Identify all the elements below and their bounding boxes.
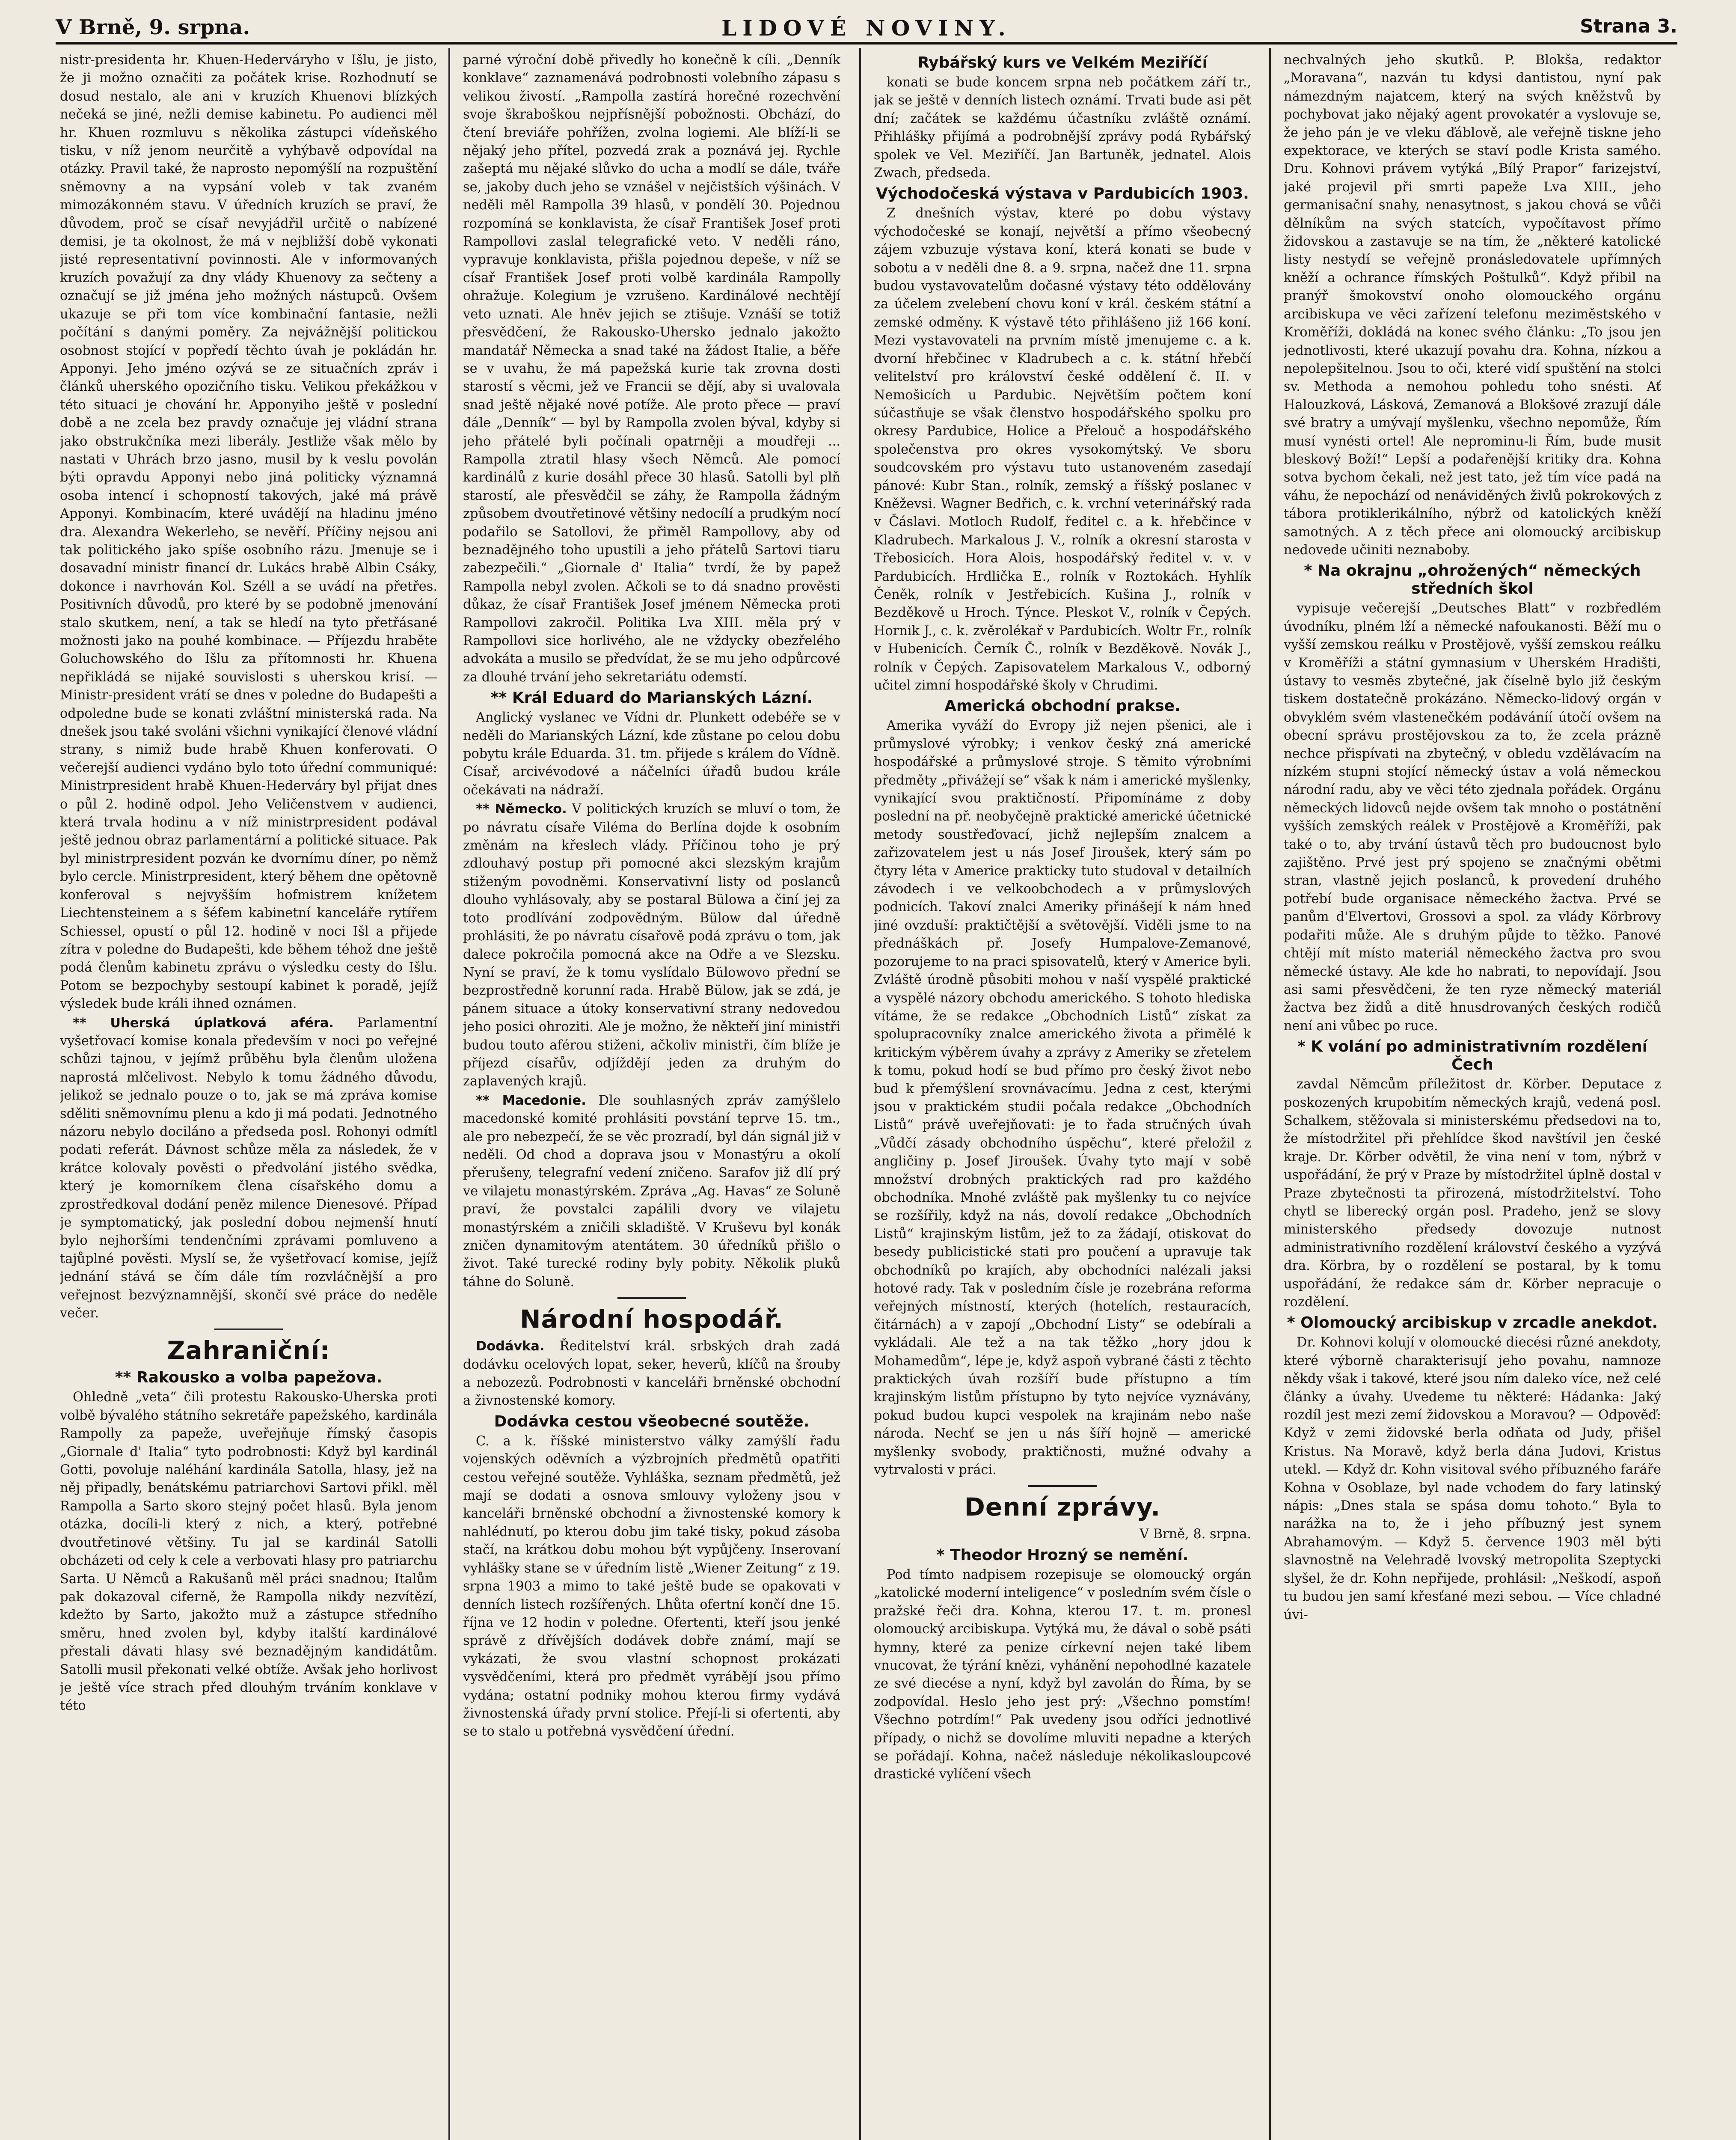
article-heading: Rybářský kurs ve Velkém Meziříčí	[917, 54, 1208, 71]
article-uherska-aféra	[60, 1014, 437, 1323]
article-heading: Dodávka cestou všeobecné soutěže.	[494, 1412, 810, 1430]
page-number: Strana 3.	[1580, 15, 1677, 37]
article-text: Ohledně „veta“ čili protestu Rakousko-Uherska proti volbě bývalého státního sekretáře papežského, kardinála Rampolly za papeže, uveřejňuje římský časopis „Giornale d' Italia“ tyto podrobnosti: Když byl kardinál Gotti, povoluje naléhání kardinála Satolla, hlasy, jež na něj připadly, benátskému patriarchovi Sartovi přikl. měl Rampolla a Sarto skoro stejný počet hlasů. Byla jenom otázka, docíli-li který z nich, a který, potřebné dvoutřetinové většiny. Tu jal se kardinál Satolli obcházeti od cely k cele a verbovati hlasy pro patriarchu Sarta. U Němců a Rakušanů měl práci snadnou; Italům pak dokazoval ciferně, že Rampolla nikdy nezvítězí, kdežto by Sarto, jakožto muž a zástupce středního směru, hned zvolen byl, kdyby italští kardinálové přestali dávati hlasy své beznadějným kandidátům. Satolli musil překonati velké obtíže. Avšak jeho horlivost je ještě více strach před dlouhým trváním konklave v této	[60, 1390, 437, 1714]
article-text: Parlamentní vyšetřovací komise konala především v noci po veřejné schůzi tajnou, v jejímž průběhu byla členům uložena naprostá mlčelivost. Nebylo k tomu žádného důvodu, jelikož se jednalo pouze o to, jak se má zpráva komise sděliti sněmovnímu plenu a kdo ji má podati. Jednotného názoru nebylo dociláno a předseda posl. Rohonyi odmítl podati referát. Dávnost schůze měla za následek, že v krátce kolovaly pověsti o předvolání jistého svědka, který je komorníkem člena císařského domu a zprostředkoval dodání peněz milence Dienesové. Případ je symptomatický, jak poslední dobou nejmenší hnutí bylo nejhoršími tendenčními zprávami pomluveno a tajůplné pověsti. Myslí se, že vyšetřovací komise, jejíž jednání stává se čím dále tím rozvláčnější a pro veřejnost bezvýznamnější, skončí své práce do neděle večer.	[60, 1015, 437, 1321]
article-text: Ředitelství král. srbských drah zadá dodávku ocelových lopat, seker, heverů, klíčů na šrouby a nebozezů. Podrobnosti v kanceláři brněnské obchodní a živnostenské komory.	[463, 1339, 840, 1409]
column-rule	[859, 48, 861, 2140]
article-text: Z dnešních výstav, které po dobu výstavy východočeské se konají, největší a přímo všeobecný zájem vzbuzuje výstava koní, která konati se bude v sobotu a v neděli dne 8. a 9. srpna, načež dne 11. srpna budou vystavovatelům dočasné výstavy této oddělovány za účelem zvelebení chovu koní v král. českém státní a zemské odměny. K výstavě této přihlášeno již 166 koní. Mezi vystavovateli na prvním místě jmenujeme c. a k. dvorní hřebčinec v Kladrubech a c. k. státní hřebčí velitelství pro království české oddělení č. II. v Nemošicích u Pardubic. Největším počtem koní súčastňuje se však členstvo hospodářského spolku pro okresy Pardubice, Holice a Přelouč a hospodářského společenstva pro okres vysokomýtský. Ve sboru soudcovském pro výstavu tuto ustanoveném zasedají pánové: Kubr Stan., rolník, zemský a říšský poslanec v Kněževsi. Wagner Bedřich, c. k. vrchní veterinářský rada v Čáslavi. Motloch Rudolf, ředitel c. a k. hřebčince v Kladrubech. Markalous J. V., rolník a okresní starosta v Třebosicích. Hora Alois, hospodářský ředitel v. v. v Pardubicích. Hrdlička E., rolník v Roztokách. Hyhlík Čeněk, rolník v Jestřebicích. Kušina J., rolník v Bezděkově u Hroch. Týnce. Pleskot V., rolník v Čepých. Hornik J., c. k. zvěrolékař v Pardubicích. Woltr Fr., rolník v Hubenicích. Černík Č., rolník v Bezděkově. Novák J., rolník v Čepých. Zapisovatelem Markalous V., odborný učitel zimní hospodářské školy v Chrudimi.	[874, 206, 1251, 693]
article-heading: Východočeská výstava v Pardubicích 1903.	[876, 185, 1249, 203]
article-heading: * K volání po administrativním rozdělení Čech	[1297, 1038, 1648, 1074]
article-heading: ** Německo.	[476, 802, 567, 817]
article-text: Dr. Kohnovi kolují v olomoucké diecési různé anekdoty, které výborně charakterisují jeho povahu, namnoze někdy však i takové, které jsou ním daleko více, než celé články a úvahy. Uvedeme tu některé: Hádanka: Jaký rozdíl jest mezi zemí židovskou a Moravou? — Odpověď: Když v zemi židovské berla odňata od Judy, přišel Kristus. Na Moravě, když berla dána Judovi, Kristus utekl. — Když dr. Kohn visitoval svého příbuzného faráře Kohna v Osoblaze, byl nade vchodem do fary latinský nápis: „Dnes stala se spása domu tohoto.“ Byla to narážka na to, že i jeho příbuzný jest synem Abrahamovým. — Když 5. července 1903 měl býti slavnostně na Velehradě lvovský metropolita Szeptycki slyšel, že dr. Kohn nepřijede, prohlásil: „Neškodí, aspoň tu budou jen samí křesťané mezi sebou. — Více chladné úvi-	[1284, 1335, 1661, 1623]
article-text: zavdal Němcům příležitost dr. Körber. Deputace z poskozených krupobitím německých krajů, vedená posl. Schalkem, stěžovala si ministerskému předsedovi na to, že místodržitel při přehlídce škod navštívil jen české kraje. Dr. Körber odvětil, že vina není v tom, nýbrž v uspořádání, že prý v Praze by místodržitel úplně dostal v Praze zbytečnosti ta přirozená, místodržitelství. Toho chytl se liberecký orgán posl. Pradeho, jenž se slovy ministerského předsedy dovozuje nutnost administrativního rozdělení království českého a vyzývá dra. Körbra, by o rozdělení se postaral, by k tomu uspořádání, že redakce sám dr. Körber nepracuje o rozdělení.	[1284, 1077, 1661, 1310]
column-2	[463, 51, 840, 2140]
section-heading-narodni-hospodar: Národní hospodář.	[519, 1305, 784, 1334]
article-heading: ** Rakousko a volba papežova.	[115, 1369, 383, 1387]
article-text: Anglický vyslanec ve Vídni dr. Plunkett odebéře se v neděli do Marianských Lázní, kde zůstane po celou dobu pobytu krále Eduarda. 31. tm. přijede s králem do Vídně. Císař, arcivévodové a náčelníci úřadů budou krále očekávati na nádraží.	[463, 710, 840, 798]
article-heading: ** Král Eduard do Marianských Lázní.	[490, 689, 813, 707]
article-heading: Dodávka.	[476, 1339, 545, 1354]
article-text: konati se bude koncem srpna neb počátkem září tr., jak se ještě v denních listech oznámí. Trvati bude asi pět dní; začátek se každému účastníku zvláště oznámí. Přihlášky přijímá a podrobnější zprávy podá Rybářský spolek ve Vel. Meziříčí. Jan Bartuněk, jednatel. Alois Zwach, předseda.	[874, 75, 1251, 181]
divider	[617, 1297, 686, 1299]
column-rule	[448, 48, 450, 2140]
article-text: Dle souhlasných zpráv zamýšlelo macedonské komité prohlásiti povstání teprve 15. tm., ale pro nebezpečí, že se věc prozradí, byl dán signál již v neděli. Od chod a doprava jsou v Monastýru a okolí přerušeny, telegrafní vedení zničeno. Sarafov již dlí prý ve vilajetu monastýrském. Zpráva „Ag. Havas“ ze Soluně praví, že povstalci zapálili dvory ve vilajetu monastýrském a zničili skladiště. V Kruševu byl konák zničen dynamitovým atentátem. 30 úředníků přišlo o život. Také turecké rodiny byly pobity. Několik pluků táhne do Soluně.	[463, 1093, 840, 1290]
column-rule	[1269, 48, 1271, 2140]
place-date: V Brně, 9. srpna.	[56, 15, 250, 39]
article-dodavka	[463, 1338, 840, 1410]
column-1	[60, 51, 437, 2140]
article-text: parné výroční době přivedly ho konečně k cíli. „Denník konklave“ zaznamenává podrobnosti volebního zápasu s velikou živostí. „Rampolla zastírá horečné rozechvění svoje škraboškou nejpřísnější pobožnosti. Obchází, do čtení breviáře pohřížen, zvolna logiemi. Ale blíží-li se nějaký jeho přítel, pozvedá zrak a poznává jej. Rychle zašeptá mu nějaké slůvko do ucha a modlí se dále, tváře se, jakoby duch jeho se vznášel v nejčistších výšinách. V neděli měl Rampolla 39 hlasů, v pondělí 30. Pojednou rozpomíná se konklavista, že císař František Josef proti Rampollovi zaslal telegrafické veto. V neděli ráno, vypravuje konklavista, přišla pojednou depeše, v níž se císař František Josef proti volbě kardinála Rampolly ohražuje. Kolegium je vzrušeno. Kardinálové nechtějí veto uznati. Ale hněv jejich se ztišuje. Vznáší se totiž přesvědčení, že Rakousko-Uhersko jednalo jakožto mandatář Německa a snad také na žádost Italie, a běře se v uvahu, že má papežská kurie tak zrovna dosti starostí s věcmi, jež ve Francii se dějí, aby si uvalovala snad ještě nějaké nové potíže. Ale proto přece — praví dále „Denník“ — byl by Rampolla zvolen býval, kdyby si jeho přátelé byli počínali opatrněji a moudřeji ... Rampolla ztratil hlasy všech Němců. Ale pomocí kardinálů z kurie dosáhl přece 30 hlasů. Satolli byl plň starostí, ale přesvědčil se záhy, že Rampolla žádným způsobem dvoutřetinové většiny nedocílí a prudkým nocí podařilo se Satollovi, že přiměl Rampollovy, aby od beznadějného toho upustili a jeho přátelů Sartovi tiaru zabezpečili.“ „Giornale d' Italia“ tvrdí, že by papež Rampolla nebyl zvolen. Ačkoli se to dá snadno prověsti důkaz, že císař František Josef jménem Německa proti Rampollovi zakročil. Politika Lva XIII. měla prý v Rampollovi sice horlivého, ale ne vždycky obezřelého advokáta a musilo se předvídat, že se mu jeho odpůrcové za dlouhé trvání jeho sekretariátu odemstí.	[463, 53, 840, 685]
article-heading: * Na okrajnu „ohrožených“ německých středních škol	[1304, 562, 1641, 598]
article-text: Pod tímto nadpisem rozepisuje se olomoucký orgán „katolické moderní inteligence“ v posledním svém čísle o pražské řeči dra. Kohna, kterou 17. t. m. pronesl olomoucký arcibiskupa. Vytýká mu, že dával o sobě psáti hymny, které za penize církevní nejen také libem vnucovat, že týrání knězi, vyhánění nepohodlné kazatele ze své diecése a nyní, když byl zavolán do Říma, by se zodpovídal. Heslo jeho jest prý: „Všechno pomstím! Všechno potrdím!“ Pak uvedeny jsou odříci jednotlivé případy, o nichž se dovolíme mluviti nepadne a kterých se pořádají. Kohna, načež následuje nékolikasloupcové drastické vylíčení všech	[874, 1567, 1251, 1782]
article-text: nistr-presidenta hr. Khuen-Hederváryho v Išlu, je jisto, že ji možno označiti za počátek krise. Rozhodnutí se dosud nestalo, ale ani v kruzích Khuenovi blízkých nečeká se jiné, nežli demise kabinetu. Po audienci měl hr. Khuen rozmluvu s několika zástupci vídeňského tisku, v níž jenom neurčitě a vyhýbavě odpovídal na otázky. Pravil také, že naprosto nepomýšlí na rozpuštění sněmovny a na vypsání voleb v tak zvaném mimozákonném stavu. V úředních kruzích se praví, že důvodem, proč se císař nevyjádřil určitě o nabízené demisi, je ta okolnost, že má v nejbližší době vykonati jisté representativní povinnosti. Ale v informovaných kruzích považují za dny vlády Khuenovy za sečteny a označují se již jména jeho možných nástupců. Ovšem ukazuje se při tom více kombinační fantasie, nežli počítání s danými poměry. Za nejvážnější politickou osobnost stojící v popředí těchto úvah je pokládán hr. Apponyi. Jeho jméno ozývá se ze situačních zpráv i článků uherského opozičního tisku. Velikou překážkou v této situaci je chování hr. Apponyiho ještě v poslední době a ne zcela bez pravdy označuje jej vládní strana jako obstrukčníka mezi liberály. Jestliže však mělo by nastati v Uhrách brzo jasno, musil by k veslu povolán býti opravdu Apponyi nebo jiná politicky významná osoba intencí i schopností takových, jaké má právě Apponyi. Kombinacím, které uvádějí na hladinu jméno dra. Alexandra Wekerleho, se nevěří. Příčiny nejsou ani tak politického jako spíše osobního rázu. Jmenuje se i dosavadní ministr financí dr. Lukács hrabě Albin Csáky, dokonce i navrhován Kol. Széll a se uvádí na přetřes. Positivních důvodů, pro které by se podobně jmenování stalo skutkem, není, a tak se hledí na tyto přetřásané možnosti jako na pouhé kombinace. — Příjezdu hraběte Goluchowského do Išlu za přítomnosti hr. Khuena nepřikládá se nijaké souvislosti s uherskou krisí. — Ministr-president vrátí se dnes v poledne do Budapešti a odpoledne bude se konati zvláštní ministerská rada. Na dnešek jsou také svoláni všichni vynikající členové vládní strany, s nimiž bude hrabě Khuen konferovati. O večerejší audienci vydáno bylo toto úřední communiqué: Ministrpresident hrabě Khuen-Hederváry byl přijat dnes o půl 2. hodině odpol. Jeho Veličenstvem v audienci, která trvala hodinu a v níž ministrpresident podával ještě jednou obraz parlamentární a politické situace. Pak byl ministrpresident pozván ke dvornímu díner, po němž bylo cercle. Ministrpresident, který během dne opětovně konferoval s nejvyšším hofmistrem knížetem Liechtensteinem a s šéfem kabinetní kanceláře rytířem Schiessel, opustí o půl 12. hodině v noci Išl a přijede zítra v poledne do Budapešti, kde během téhož dne ještě podá členům kabinetu zprávu o výsledku cesty do Išlu. Potom se bezpochyby sestoupí kabinet k poradě, jejíž výsledek bude králi ihned oznámen.	[60, 53, 437, 1012]
article-heading: ** Uherská úplatková aféra.	[73, 1015, 334, 1031]
article-text: nechvalných jeho skutků. P. Blokša, redaktor „Moravana“, nazván tu kdysi dantistou, nyní pak námezdným najatcem, který na svých kněžstvů by pochybovat jako nějaký agent provokatér a vyslovuje se, že jeho pán je ve vleku ďáblově, ale veřejně tiskne jeho expektorace, ve kterých se staví podle Krista samého. Dru. Kohnovi právem vytýká „Bílý Prapor“ farizejství, jaké projevil při smrti papeže Lva XIII., jeho germanisační snahy, nenasytnost, s jakou chová se vůči dělníkům na svých statcích, vypočítavost přímo židovskou a zastavuje se na tím, že „některé katolické listy nestydí se veřejně pronásledovatele upřímných kněží a ochrance římských Poštulků“. Když přibil na pranýř šmokovství onoho olomouckého orgánu arcibiskupa ve věci zařízení telefonu meziměstského v Kroměříži, dokládá na konec svého článku: „To jsou jen jednotlivosti, které ukazují povahu dra. Kohna, nízkou a nepolepšitelnou. Jsou to oči, které vidí spuštění na stolci sv. Methoda a nemohou pohledu toho snésti. Ať Halouzková, Lásková, Zemanová a Blokšové zrazují dále své bratry a umývají myšlenku, všechno nepomůže, Řím musí vynésti ortel! Ale neprominu-li Řím, bude musit bleskový Boží!“ Lepší a podařenější kritiky dra. Kohna sotva bychom čekali, než jest tato, jež tím více padá na váhu, že nepochází od nenáviděných živlů pokrokových z tábora protiklerikálního, nýbrž od katolických kněží samotných. A z těch přece ani olomoucký arcibiskup nedovede učiniti neznaboby.	[1284, 53, 1661, 558]
divider	[214, 1329, 283, 1330]
divider	[1028, 1485, 1097, 1487]
article-macedonie	[463, 1092, 840, 1291]
newspaper-title: LIDOVÉ NOVINY.	[721, 15, 1012, 41]
column-4	[1284, 51, 1661, 2140]
masthead	[56, 12, 1677, 45]
dateline: V Brně, 8. srpna.	[1140, 1527, 1251, 1542]
column-3	[874, 51, 1251, 2140]
article-heading: * Olomoucký arcibiskup v zrcadle anekdot.	[1287, 1314, 1658, 1332]
article-nemecko	[463, 800, 840, 1091]
section-heading-zahranicni: Zahraniční:	[167, 1336, 330, 1365]
article-text: vypisuje večerejší „Deutsches Blatt“ v rozbředlém úvodníku, plném lží a německé nafoukanosti. Běží mu o vyšší zemskou reálku v Prostějově, vyšší zemskou reálku v Kroměříži a státní gymnasium v Uherském Hradišti, ústavy to vesměs zbytečné, jak číselně bylo již českým tiskem dostatečně prokázáno. Německo-lidový orgán v obvyklém svém vlastenečkém podáváníí útočí ovšem na obecní správu prostějovskou za to, že zcela prázně nechce přispívati na zbytečný, v obledu vzdělávacím na nízkém stupni stojící německý ústav a volá německou národní radu, aby ve věci této zjednala pořádek. Orgánu německých lidovců nejde ovšem tak mnoho o postátnění vyšších zemských reálek v Prostějově a Kroměříži, pak také o to, aby trvání ústavů těch pro budoucnost bylo zajištěno. Prvé jest prý spojeno se značnými obětmi stran, vlastně jejich poslanců, k provedení druhého potřebí bude organisace německého žactva. Prvé se panům d'Elvertovi, Grossovi a spol. za vlády Körbrovy podařiti může. Ale s druhým půjde to těžko. Panové chtějí mít místo materiál německého žactva pro svou německé ústavy. Ale kde ho nabrati, to nepovídají. Jsou asi sami přesvědčeni, že ten ryze německý materiál žactva bez židů a ditě hnusdrovaných českých rodičů není ani vůbec po ruce.	[1284, 601, 1661, 1034]
section-heading-denni-zpravy: Denní zprávy.	[964, 1492, 1161, 1522]
article-text: Amerika vyváží do Evropy již nejen pšenici, ale i průmyslové výrobky; i venkov český zná americké hospodářské a průmyslové stroje. S těmito výrobními předměty „přivážejí se“ však k nám i americké myšlenky, vynikající svou praktičností. Připomínáme z doby poslední na př. neobyčejně praktické americké účetnické metody soustřeďovací, jichž nejlepším znalcem a zařizovatelem jest u nás Josef Jiroušek, který sám po čtyry léta v Americe prakticky tuto studoval v detailních závodech i ve velkoobchodech a v průmyslových podnicích. Takoví znalci Ameriky přinášejí k nám hned jiné ovzduší: praktičtější a světovější. Viděli jsme to na přednáškách př. Josefy Humpalove-Zemanové, pozorujeme to na praci spisovatelů, který v Americe byli. Zvláště úrodně působiti mohou v naší vyspělé praktické a vyspělé názory obchodu amerického. S tohoto hlediska vítáme, že se redakce „Obchodních Listů“ získat za spolupracovníky znalce amerického života a přimělé k kritickým výběrem úvahy a zprávy z Ameriky se zřetelem k tomu, pokud hodí se bud přímo pro český život nebo bud k přemýšlení srovnávacímu. Jedna z cest, kterými jsou v praktickém studii počala redakce „Obchodních Listů“ právě uveřejňovati: je to řada stručných úvah „Vůdčí zásady obchodního úspěchu“, které přeložil z angličiny p. Josef Jiroušek. Úvahy tyto mají v sobě množství drobných praktických rad pro každého obchodníka. Mnohé zvláště pak myšlenky tu co nejvíce se rozšířily, když na nás, dovolí redakce „Obchodních Listů“ krajinským listům, jež to za žádají, otiskovat do besedy publicistické stati pro poučení a upravuje tak obchodníků po krajích, aby obchodníci nalézali jaksi hotové rady. Tak v posledním čísle je rozebrána reforma veřejných místností, kterých (hotelích, restauracích, čitárnách) a v zapojí „Obchodní Listy“ se odebírali a vykládali. Ale tež a na tak těžko „hory jdou k Mohamedům“, lépe je, když aspoň vybrané části z těchto praktických úvah rozšíří bude přístupno a tím krajinským listům přístupno by tyto nejvíce vyznávány, pokud budou kupci vespolek na krajinám nebo naše národa. Nechť se jen u nás šíří hojně — americké myšlenky svobody, praktičnosti, mužné odvahy a vytrvalosti v práci.	[874, 718, 1251, 1478]
article-text: V politických kruzích se mluví o tom, že po návratu císaře Viléma do Berlína dojde k osobním změnám na křeslech vlády. Příčinou toho je prý zdlouhavý postup při pomocné akci slezským krajům stiženým povodněmi. Konservativní listy od poslanců dlouho vyhlásovaly, aby se postaral Bülowa a činí jej za toto prodlívání zodpovědným. Bülow dal úředně prohlásiti, že po návratu císařově podá zprávu o tom, jak dalece pokročila pomocná akce na Odře a ve Slezsku. Nyní se praví, že k tomu vyslídalo Bülowovo přední se bezprostředně korunní rada. Hrabě Bülow, jak se zdá, je pánem situace a útoky konservativní strany nedovedou jeho posici ohroziti. Ale je možno, že někteří jiní ministři budou touto aférou stiženi, ačkoliv ministři, čím blíže je příjezd císařův, odjíždějí jeden za druhým do zaplavených krajů.	[463, 802, 840, 1089]
article-heading: ** Macedonie.	[476, 1093, 586, 1108]
article-heading: * Theodor Hrozný se nemění.	[936, 1546, 1189, 1564]
article-heading: Americká obchodní prakse.	[944, 697, 1181, 715]
article-text: C. a k. říšské ministerstvo války zamýšlí řadu vojenských oděvních a výzbrojních předmětů opatřiti cestou veřejné soutěže. Vyhláška, seznam předmětů, jež mají se dodati a osnova smlouvy vyloženy jsou v kanceláři brněnské obchodní a živnostenské komory k nahlédnutí, po kterou dobu jim také tisky, pokud zásoba stačí, na krátkou dobu mohou být vypůjčeny. Inserovaní vyhlášky stane se v úředním listě „Wiener Zeitung“ z 19. srpna 1903 a mimo to také ještě bude se opakovati v denních listech rozšířených. Lhůta ofertní končí dne 15. října ve 12 hodin v poledne. Ofertenti, kteří jsou jenké správě z dřívějších dodávek dobře známí, mají se vykázati, že svou vlastní schopnost prokázati vysvědčeními, která pro předmět vyrábějí jsou přímo vydána; ostatní podniky mohou kterou firmy vydává živnostenská úřady první stolice. Přejí-li si ofertenti, aby se to stalo u potřebná vysvědčení úřední.	[463, 1433, 840, 1739]
